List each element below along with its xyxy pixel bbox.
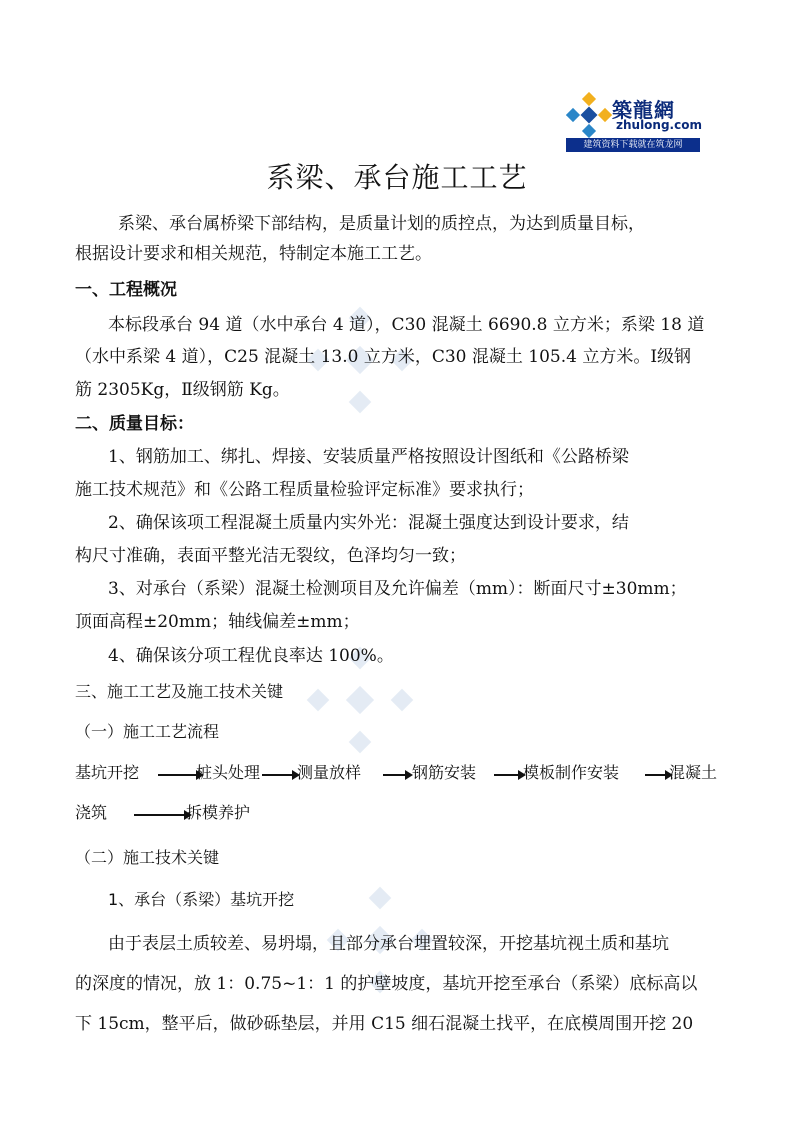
quality-line: 2、确保该项工程混凝土质量内实外光：混凝土强度达到设计要求，结: [108, 513, 629, 533]
flow-arrow-icon: [383, 770, 413, 780]
zhulong-emblem-icon: [566, 92, 612, 138]
logo-slogan: 建筑资料下载就在筑龙网: [566, 138, 700, 152]
page-title: 系梁、承台施工工艺: [266, 161, 528, 194]
flow-step-pouring: 浇筑: [75, 803, 108, 822]
flow-step-formwork: 模板制作安装: [523, 763, 620, 782]
quality-line: 顶面高程±20mm；轴线偏差±mm；: [75, 612, 360, 632]
quality-line: 构尺寸准确，表面平整光洁无裂纹，色泽均匀一致；: [75, 546, 466, 566]
quality-line: 3、对承台（系梁）混凝土检测项目及允许偏差（mm）：断面尺寸±30mm；: [108, 579, 687, 599]
section-heading-process: 三、施工工艺及施工技术关键: [75, 682, 284, 701]
subheading-flow: （一）施工工艺流程: [75, 722, 220, 741]
logo-site: zhulong.com: [616, 118, 702, 132]
section-heading-overview: 一、工程概况: [75, 280, 177, 300]
zhulong-logo: [566, 90, 702, 154]
flow-arrow-icon: [262, 770, 300, 780]
section-heading-quality: 二、质量目标：: [75, 414, 194, 434]
body-line: 下 15cm，整平后，做砂砾垫层，并用 C15 细石混凝土找平，在底模周围开挖 20: [75, 1014, 694, 1034]
flow-step-pile-head: 桩头处理: [196, 763, 261, 782]
quality-line: 1、钢筋加工、绑扎、焊接、安装质量严格按照设计图纸和《公路桥梁: [108, 447, 629, 467]
body-line: 由于表层土质较差、易坍塌，且部分承台埋置较深，开挖基坑视土质和基坑: [108, 934, 669, 954]
flow-step-excavation: 基坑开挖: [75, 763, 140, 782]
body-line: 的深度的情况，放 1：0.75~1：1 的护壁坡度，基坑开挖至承台（系梁）底标高以: [75, 974, 698, 994]
item-heading-excavation: 1、承台（系梁）基坑开挖: [108, 890, 295, 909]
flow-step-survey: 测量放样: [297, 763, 362, 782]
overview-line: （水中系梁 4 道），C25 混凝土 13.0 立方米，C30 混凝土 105.4 立方米。Ⅰ级钢: [75, 347, 692, 367]
intro-line: 根据设计要求和相关规范，特制定本施工工艺。: [75, 244, 432, 264]
quality-line: 4、确保该分项工程优良率达 100%。: [108, 646, 394, 666]
subheading-key-tech: （二）施工技术关键: [75, 848, 220, 867]
flow-arrow-icon: [134, 810, 192, 820]
quality-line: 施工技术规范》和《公路工程质量检验评定标准》要求执行；: [75, 480, 534, 500]
flow-step-concrete: 混凝土: [669, 763, 718, 782]
overview-line: 本标段承台 94 道（水中承台 4 道），C30 混凝土 6690.8 立方米；系梁 18 道: [108, 315, 705, 335]
logo-name: 築龍網: [612, 98, 675, 122]
overview-line: 筋 2305Kg，Ⅱ级钢筋 Kg。: [75, 380, 290, 400]
intro-line: 系梁、承台属桥梁下部结构，是质量计划的质控点，为达到质量目标，: [118, 214, 645, 234]
flow-arrow-icon: [494, 770, 526, 780]
flow-step-curing: 拆模养护: [186, 803, 251, 822]
flow-step-rebar: 钢筋安装: [412, 763, 477, 782]
